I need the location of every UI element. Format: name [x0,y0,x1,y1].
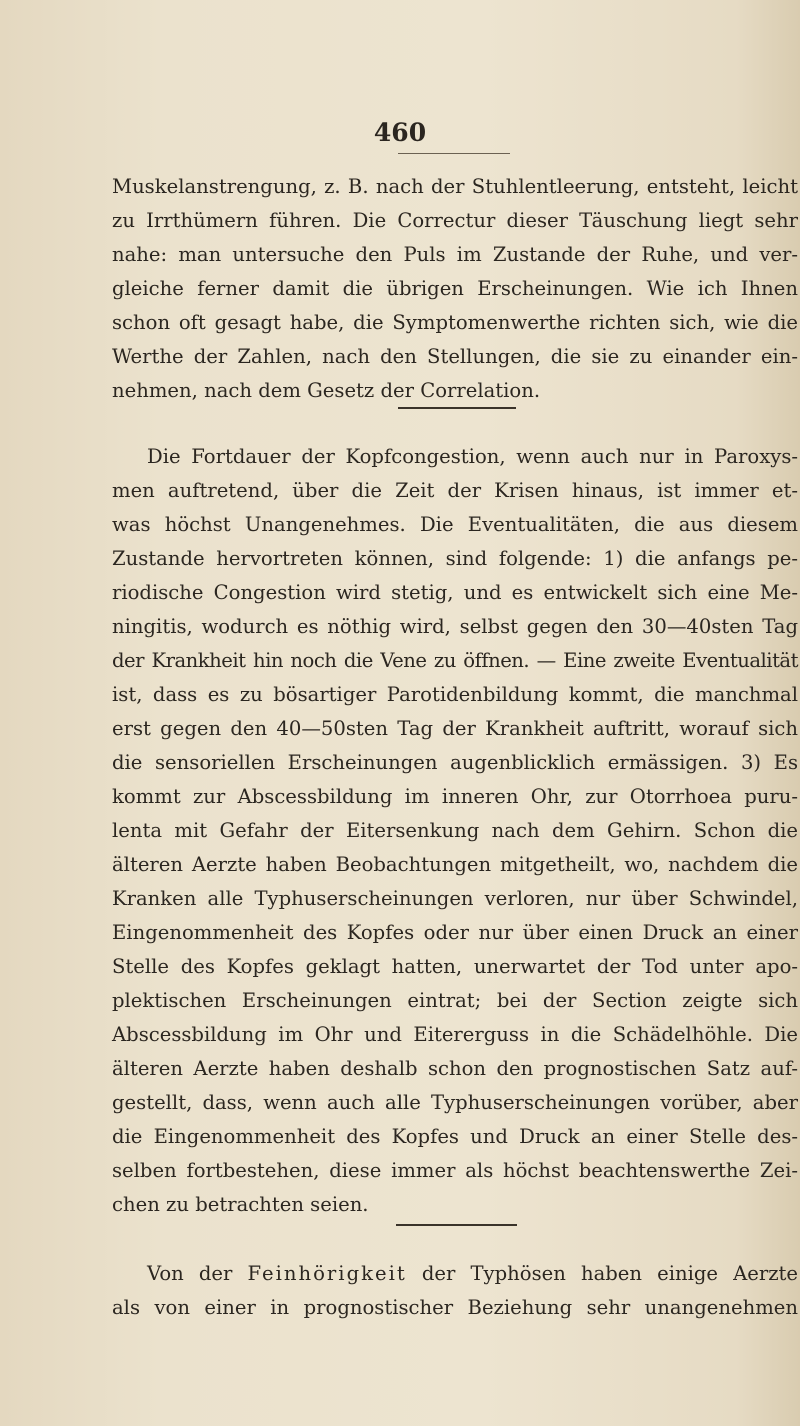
text-line: Abscessbildung im Ohr und Eitererguss in die Schädelhöhle. Die [112,1023,798,1046]
text-line: was höchst Unangenehmes. Die Eventualitäten, die aus diesem [112,513,798,536]
text-line: als von einer in prognostischer Beziehung sehr unangenehmen [112,1296,798,1319]
paragraph-3 [112,1257,798,1325]
text-line: erst gegen den 40—50sten Tag der Krankheit auftritt, worauf sich [112,717,798,740]
text-line [112,1257,798,1291]
text-line: gleiche ferner damit die übrigen Erscheinungen. Wie ich Ihnen [112,277,798,300]
text-line: selben fortbestehen, diese immer als höchst beachtenswerthe Zei- [112,1159,798,1182]
text-line: schon oft gesagt habe, die Symptomenwerthe richten sich, wie die [112,311,798,334]
section-divider [398,407,516,409]
text-line: lenta mit Gefahr der Eitersenkung nach dem Gehirn. Schon die [112,819,798,842]
text-line: Muskelanstrengung, z. B. nach der Stuhlentleerung, entsteht, leicht [112,175,798,198]
text-fragment: Von der [147,1262,233,1285]
text-line: riodische Congestion wird stetig, und es entwickelt sich eine Me- [112,581,798,604]
page-number: 460 [373,118,427,147]
page-number-underline [398,153,510,154]
text-line: ningitis, wodurch es nöthig wird, selbst gegen den 30—40sten Tag [112,615,798,638]
paragraph-2 [112,440,798,1222]
text-line: chen zu betrachten seien. [112,1193,369,1216]
text-line: gestellt, dass, wenn auch alle Typhuserscheinungen vorüber, aber [112,1091,798,1114]
text-line: zu Irrthümern führen. Die Correctur dieser Täuschung liegt sehr [112,209,798,232]
text-line: älteren Aerzte haben Beobachtungen mitgetheilt, wo, nachdem die [112,853,798,876]
text-line: Eingenommenheit des Kopfes oder nur über einen Druck an einer [112,921,798,944]
text-line: der Krankheit hin noch die Vene zu öffnen. — Eine zweite Eventualität [112,649,798,672]
text-line: Kranken alle Typhuserscheinungen verloren, nur über Schwindel, [112,887,798,910]
text-line: Zustande hervortreten können, sind folgende: 1) die anfangs pe- [112,547,798,570]
text-line: Die Fortdauer der Kopfcongestion, wenn auch nur in Paroxys- [147,445,798,468]
text-line: ist, dass es zu bösartiger Parotidenbildung kommt, die manchmal [112,683,798,706]
text-line: men auftretend, über die Zeit der Krisen hinaus, ist immer et- [112,479,798,502]
text-line: älteren Aerzte haben deshalb schon den prognostischen Satz auf- [112,1057,798,1080]
text-line: Stelle des Kopfes geklagt hatten, unerwartet der Tod unter apo- [112,955,798,978]
text-line: kommt zur Abscessbildung im inneren Ohr, zur Otorrhoea puru- [112,785,798,808]
paragraph-1 [112,170,798,408]
emphasized-term: Feinhörigkeit [247,1262,407,1285]
text-fragment: der Typhösen haben einige Aerzte [421,1262,799,1285]
text-line: die Eingenommenheit des Kopfes und Druck an einer Stelle des- [112,1125,798,1148]
section-divider [396,1224,517,1226]
text-line: Werthe der Zahlen, nach den Stellungen, die sie zu einander ein- [112,345,798,368]
text-line: plektischen Erscheinungen eintrat; bei der Section zeigte sich [112,989,798,1012]
text-line: die sensoriellen Erscheinungen augenblicklich ermässigen. 3) Es [112,751,798,774]
text-line: nehmen, nach dem Gesetz der Correlation. [112,379,541,402]
text-line: nahe: man untersuche den Puls im Zustande der Ruhe, und ver- [112,243,798,266]
